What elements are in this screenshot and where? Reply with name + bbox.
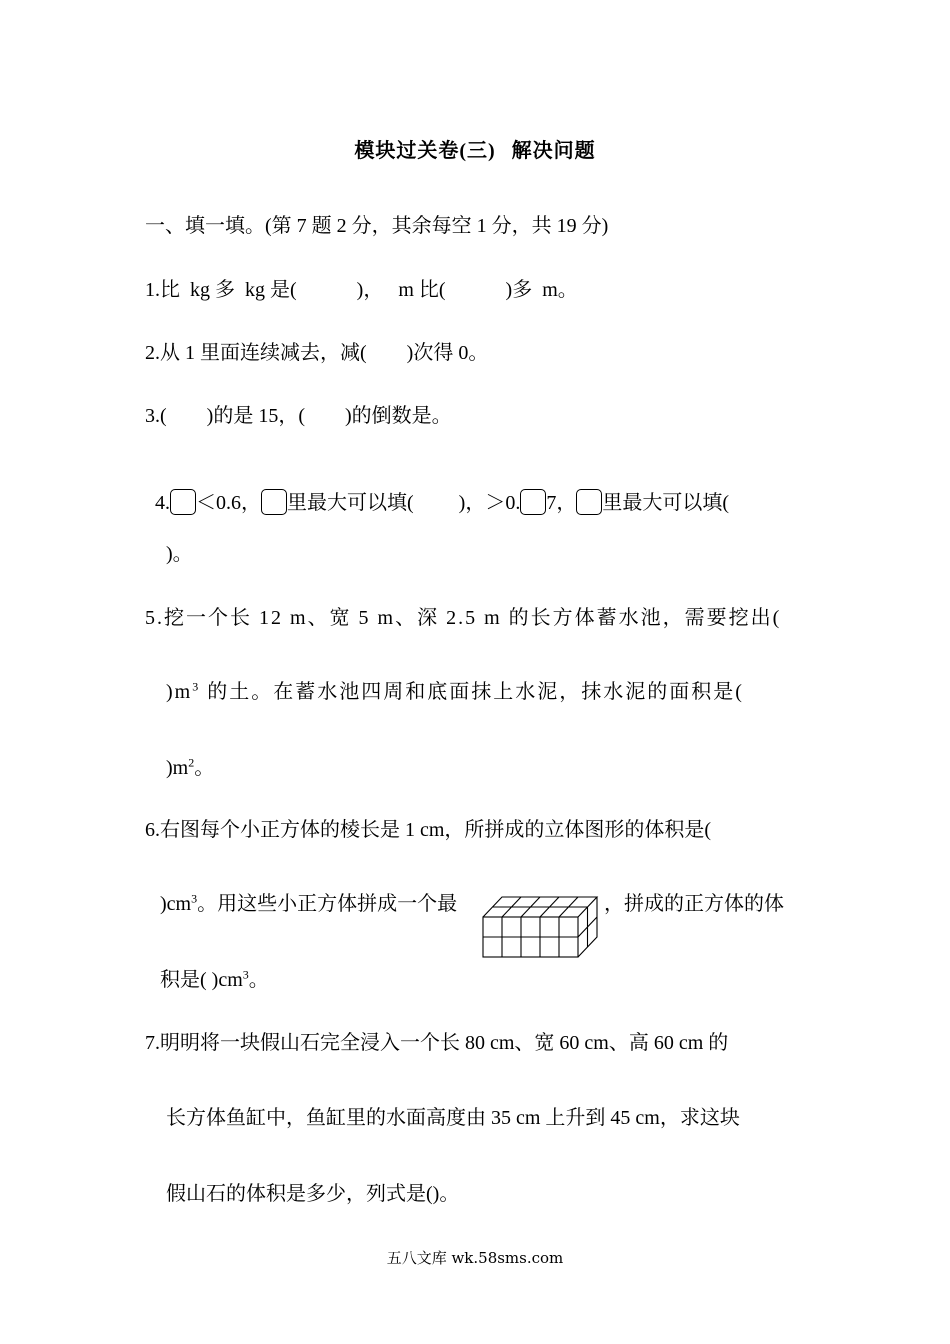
q6-sup: 3: [191, 891, 198, 906]
question-6-line2: [160, 890, 457, 918]
q6-text-a: 。用这些小正方体拼成一个最: [197, 893, 458, 915]
q5-unit: )m: [166, 681, 193, 703]
question-6-line3: [160, 966, 269, 994]
q5-sup: 3: [192, 679, 201, 694]
title-left: 模块过关卷(三): [354, 140, 496, 162]
question-5-line2: [166, 678, 744, 706]
q5-text2: 。: [194, 757, 215, 779]
question-7-line3: 假山石的体积是多少，列式是()。: [166, 1183, 460, 1205]
question-7-line1: 7.明明将一块假山石完全浸入一个长 80 cm、宽 60 cm、高 60 cm 的: [145, 1032, 729, 1054]
q4-part2: 里最大可以填( )，＞0.: [287, 492, 521, 514]
q5-sup2: 2: [188, 755, 195, 770]
question-4: [145, 461, 729, 517]
page-title: [0, 137, 950, 165]
q6-unit: )cm: [160, 893, 192, 915]
q4-part4: 里最大可以填(: [602, 492, 729, 514]
q5-unit2: )m: [166, 757, 189, 779]
question-1: 1.比 kg 多 kg 是( )， m 比( )多 m。: [145, 279, 578, 301]
section-heading: 一、填一填。(第 7 题 2 分，其余每空 1 分，共 19 分): [145, 215, 609, 237]
q6-text-b: 积是( )cm: [160, 969, 243, 991]
q6-text-c: 。: [248, 969, 269, 991]
q6-sup2: 3: [242, 967, 249, 982]
question-6-line2-end: ，拼成的正方体的体: [604, 893, 784, 915]
question-5-line3: [166, 754, 214, 782]
q4-part3: 7，: [546, 492, 577, 514]
q4-part1: ＜0.6，: [196, 492, 261, 514]
blank-box-1[interactable]: [170, 489, 196, 515]
cuboid-of-unit-cubes-figure: [481, 893, 603, 959]
question-4-line2: )。: [166, 543, 193, 565]
blank-box-3[interactable]: [520, 489, 546, 515]
question-7-line2: 长方体鱼缸中，鱼缸里的水面高度由 35 cm 上升到 45 cm，求这块: [166, 1107, 740, 1129]
blank-box-2[interactable]: [261, 489, 287, 515]
question-3: 3.( )的是 15，( )的倒数是。: [145, 405, 452, 427]
q4-prefix: 4.: [155, 492, 170, 514]
question-6-line1: 6.右图每个小正方体的棱长是 1 cm，所拼成的立体图形的体积是(: [145, 819, 712, 841]
question-2: 2.从 1 里面连续减去，减( )次得 0。: [145, 342, 489, 364]
title-right: 解决问题: [511, 140, 596, 162]
footer-watermark: 五八文库 wk.58sms.com: [386, 1249, 564, 1267]
q5-text: 的土。在蓄水池四周和底面抹上水泥，抹水泥的面积是(: [200, 681, 744, 703]
question-5-line1: 5.挖一个长 12 m、宽 5 m、深 2.5 m 的长方体蓄水池，需要挖出(: [145, 607, 782, 629]
blank-box-4[interactable]: [576, 489, 602, 515]
